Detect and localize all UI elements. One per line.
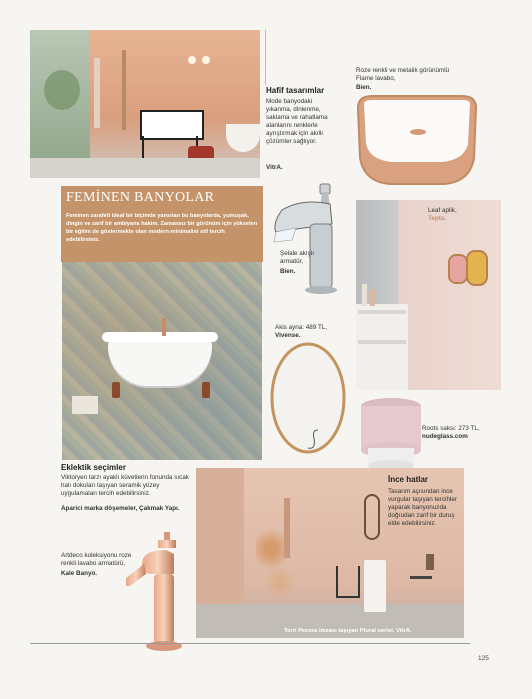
hafif-title: Hafif tasarımlar <box>266 86 325 95</box>
ince-body: Tasarım açısından ince vurgular taşıyan tercihler yaparak banyonuzda doğrudan zarif bir duruş elde edebilirsiniz. <box>388 488 457 527</box>
hafif-body: Mode banyodaki yıkanma, dinlenme, saklama ve rahatlama alanlarını renklerle ayrıştırmak için akıllı çözümler sağlıyor. <box>266 98 328 145</box>
feature-title: FEMİNEN BANYOLAR <box>66 190 215 205</box>
roots-brand: nudeglass.com <box>422 433 468 440</box>
cascade-faucet-image <box>262 180 347 300</box>
eklektik-title: Eklektik seçimler <box>61 463 126 472</box>
flame-basin-image <box>352 88 482 188</box>
eklektik-brand: Aparici marka döşemeler, Çakmak Yapı. <box>61 505 180 512</box>
bottom-rule <box>30 643 470 644</box>
roots-caption: Roots saksı: 273 TL, <box>422 425 480 432</box>
ince-title: İnce hatlar <box>388 475 429 484</box>
page-number: 125 <box>478 655 489 662</box>
roots-planter-image <box>356 396 426 474</box>
hafif-brand: VitrA. <box>266 164 283 171</box>
leaf-caption: Leaf aplik, <box>428 207 457 214</box>
artdeco-brand: Kale Banyo. <box>61 570 98 577</box>
vitra-bathroom-photo <box>30 30 260 178</box>
clawfoot-bathtub-photo <box>62 262 262 460</box>
lavabo-caption: Roze renkli ve metalik görünümlü Flame lavabo, <box>356 67 450 82</box>
akis-mirror-image <box>268 338 354 456</box>
akis-brand: Vivense. <box>275 332 301 339</box>
leaf-light-photo <box>356 200 501 390</box>
feature-body: Feminen zarafeti ideal bir biçimde yansıtan bu banyolarda, yumuşak, dingin ve zarif bir ambiyans hakim. Zamansız bir görünüm için yükselen bir eğilim de göstermekte olan modern-minimalist stil tercih edebilirsiniz. <box>66 213 258 243</box>
lavabo-brand: Bien. <box>356 84 372 91</box>
akis-caption: Akis ayna: 489 TL, <box>275 324 328 331</box>
artdeco-caption: Artdeco koleksiyonu roze renkli lavabo armatürü, <box>61 552 132 567</box>
eklektik-body: Viktoryen tarzı ayaklı küvetlerin fonunda sıcak halı dokuları taşıyan seramik yüzey uygulamaları tercih edebilirsiniz. <box>61 474 189 497</box>
divider-line <box>265 30 266 85</box>
selale-brand: Bien. <box>280 268 296 275</box>
selale-caption: Şelale akışlı armatür, <box>280 250 314 265</box>
plural-caption: Terri Pecora imzası taşıyan Plural serisi, VitrA. <box>284 628 412 634</box>
leaf-brand: Tepta. <box>428 215 447 222</box>
